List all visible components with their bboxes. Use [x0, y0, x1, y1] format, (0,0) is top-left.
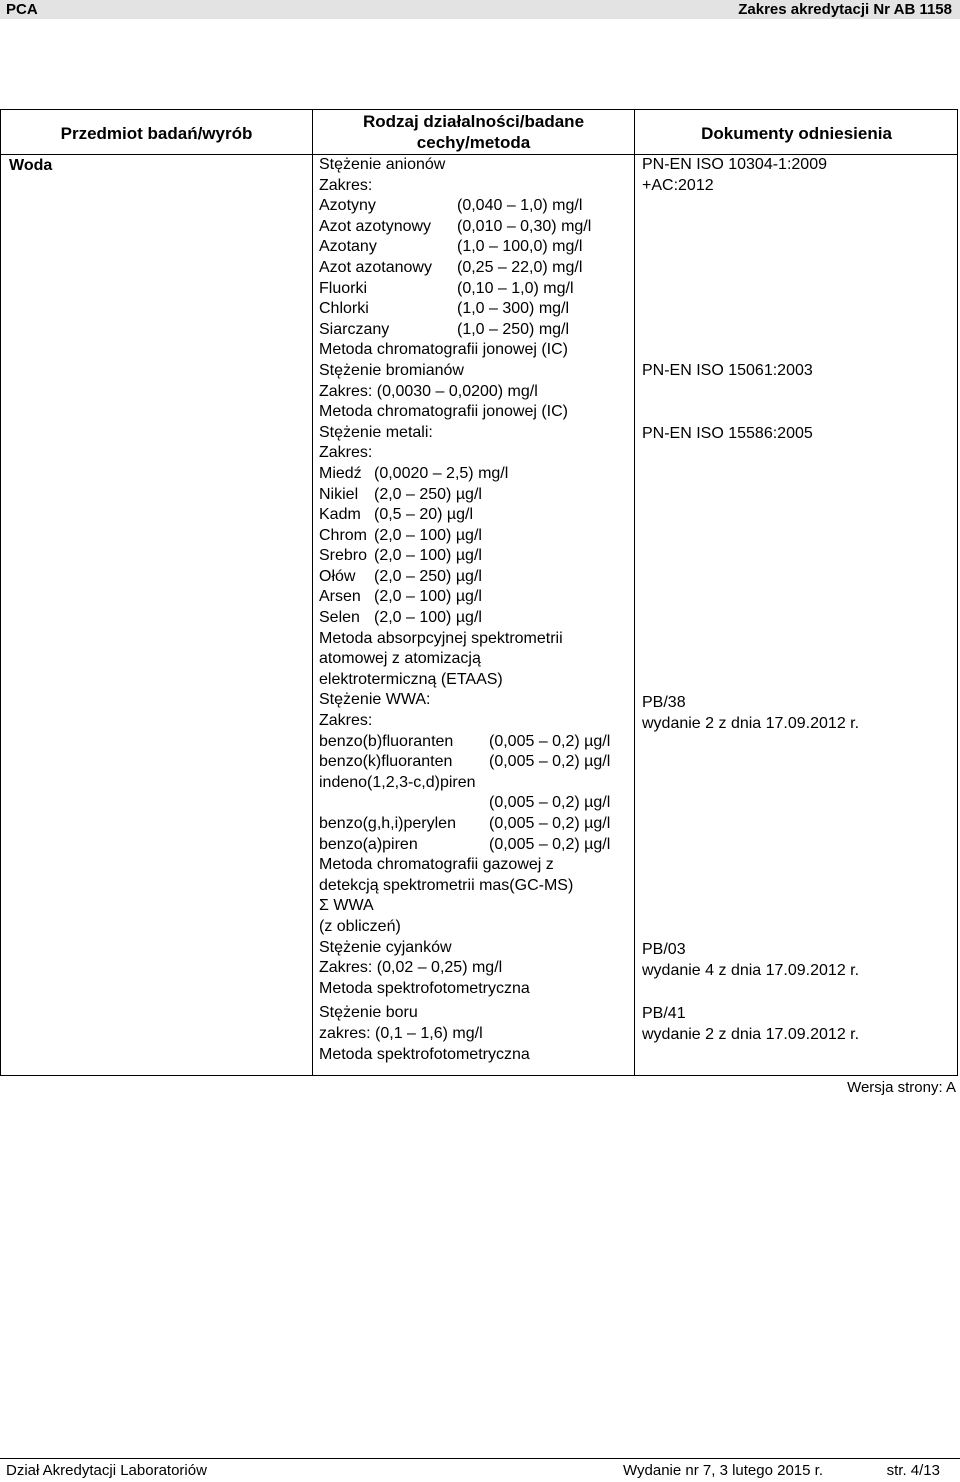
col1-header: Przedmiot badań/wyrób — [60, 124, 253, 143]
doc-boron — [642, 1004, 859, 1045]
col-divider-2 — [634, 110, 635, 1075]
metal-row — [319, 526, 631, 547]
pah-name: benzo(a)piren — [319, 835, 418, 853]
metal-row — [319, 464, 631, 485]
pah-row — [319, 793, 631, 814]
metal-name: Miedź — [319, 464, 362, 482]
metal-row — [319, 546, 631, 567]
metal-range: (0,0020 – 2,5) mg/l — [374, 464, 509, 482]
boron-line: Metoda spektrofotometryczna — [319, 1045, 530, 1063]
anion-name: Azot azotynowy — [319, 217, 432, 235]
anion-range: (0,25 – 22,0) mg/l — [457, 258, 583, 276]
boron-line: zakres: (0,1 – 1,6) mg/l — [319, 1024, 483, 1042]
pah-sum-line: (z obliczeń) — [319, 917, 401, 935]
doc-line: PB/03 — [642, 941, 686, 958]
doc-pah — [642, 693, 859, 734]
anion-range: (1,0 – 250) mg/l — [457, 320, 570, 338]
footer-left: Dział Akredytacji Laboratoriów — [6, 1462, 207, 1479]
cyanide-line: Stężenie cyjanków — [319, 938, 452, 956]
anion-name: Azotany — [319, 238, 377, 256]
doc-line: wydanie 4 z dnia 17.09.2012 r. — [642, 961, 860, 979]
pah-title: Stężenie WWA: — [319, 691, 431, 709]
anions-row — [319, 196, 631, 217]
anions-method: Metoda chromatografii jonowej (IC) — [319, 341, 568, 359]
footer-center: Wydanie nr 7, 3 lutego 2015 r. — [623, 1462, 823, 1479]
metal-name: Arsen — [319, 588, 361, 606]
pah-range: (0,005 – 0,2) µg/l — [489, 815, 611, 832]
doc-line: +AC:2012 — [642, 176, 714, 194]
metal-name: Chrom — [319, 526, 368, 544]
boron-line: Stężenie boru — [319, 1004, 418, 1022]
metals-zakres: Zakres: — [319, 444, 373, 462]
header-bar — [0, 0, 960, 19]
metals-method-line: Metoda absorpcyjnej spektrometrii — [319, 629, 563, 647]
col2-header-line2: cechy/metoda — [416, 133, 531, 152]
metals-title: Stężenie metali: — [319, 423, 433, 441]
anion-name: Fluorki — [319, 279, 368, 297]
metal-range: (2,0 – 100) µg/l — [374, 588, 482, 606]
col2-header-line1: Rodzaj działalności/badane — [362, 112, 585, 131]
anions-zakres: Zakres: — [319, 176, 373, 194]
anions-title: Stężenie anionów — [319, 156, 446, 173]
metal-name: Ołów — [319, 567, 356, 585]
metal-range: (2,0 – 100) µg/l — [374, 526, 482, 544]
doc-line: wydanie 2 z dnia 17.09.2012 r. — [642, 714, 860, 732]
pah-range: (0,005 – 0,2) µg/l — [489, 753, 611, 771]
anion-name: Azotyny — [319, 197, 376, 215]
cyanide-line: Zakres: (0,02 – 0,25) mg/l — [319, 959, 503, 977]
pah-name: benzo(b)fluoranten — [319, 732, 454, 750]
pah-row — [319, 814, 631, 835]
metal-range: (2,0 – 100) µg/l — [374, 609, 482, 627]
bromates-title: Stężenie bromianów — [319, 361, 464, 379]
methods-column — [319, 155, 631, 1065]
doc-line: PB/41 — [642, 1005, 686, 1022]
metal-row — [319, 485, 631, 506]
anion-range: (1,0 – 300) mg/l — [457, 300, 570, 318]
pah-sum-line: Σ WWA — [319, 897, 374, 915]
anions-row — [319, 299, 631, 320]
doc-cyanide — [642, 940, 859, 981]
metals-method-line: elektrotermiczną (ETAAS) — [319, 670, 503, 688]
pah-row — [319, 732, 631, 753]
footer-divider — [0, 1458, 960, 1459]
anion-range: (1,0 – 100,0) mg/l — [457, 238, 583, 256]
anions-row — [319, 258, 631, 279]
subject-cell: Woda — [9, 157, 53, 174]
col2-header — [313, 111, 634, 153]
anions-row — [319, 320, 631, 341]
metal-range: (2,0 – 250) µg/l — [374, 485, 482, 503]
metal-row — [319, 587, 631, 608]
metals-method-line: atomowej z atomizacją — [319, 650, 481, 668]
metal-name: Srebro — [319, 547, 368, 565]
anion-name: Chlorki — [319, 300, 369, 318]
header-left: PCA — [6, 1, 38, 18]
anions-row — [319, 237, 631, 258]
cyanide-line: Metoda spektrofotometryczna — [319, 979, 530, 997]
pah-range: (0,005 – 0,2) µg/l — [489, 835, 611, 853]
anion-range: (0,10 – 1,0) mg/l — [457, 279, 574, 297]
pah-row — [319, 835, 631, 856]
pah-name: benzo(g,h,i)perylen — [319, 815, 456, 832]
anions-row — [319, 279, 631, 300]
metal-row — [319, 505, 631, 526]
bromates-zakres: Zakres: (0,0030 – 0,0200) mg/l — [319, 382, 538, 400]
pah-name: indeno(1,2,3-c,d)piren — [319, 773, 476, 791]
doc-line: PB/38 — [642, 694, 686, 711]
col3-header: Dokumenty odniesienia — [701, 124, 892, 143]
pah-method-line: detekcją spektrometrii mas(GC-MS) — [319, 876, 574, 894]
anions-row — [319, 217, 631, 238]
metal-range: (2,0 – 250) µg/l — [374, 567, 482, 585]
footer-page: str. 4/13 — [886, 1462, 940, 1479]
pah-range: (0,005 – 0,2) µg/l — [489, 794, 611, 812]
pah-name: benzo(k)fluoranten — [319, 753, 453, 771]
doc-metals: PN-EN ISO 15586:2005 — [642, 425, 813, 442]
anion-range: (0,040 – 1,0) mg/l — [457, 197, 583, 215]
anion-name: Siarczany — [319, 320, 390, 338]
pah-row — [319, 752, 631, 773]
doc-line: PN-EN ISO 10304-1:2009 — [642, 156, 827, 173]
pah-range: (0,005 – 0,2) µg/l — [489, 732, 611, 750]
page-version: Wersja strony: A — [847, 1079, 956, 1096]
metal-range: (0,5 – 20) µg/l — [374, 506, 474, 524]
doc-bromates: PN-EN ISO 15061:2003 — [642, 362, 813, 379]
metal-row — [319, 567, 631, 588]
metal-row — [319, 608, 631, 629]
metal-name: Selen — [319, 609, 360, 627]
anion-name: Azot azotanowy — [319, 258, 432, 276]
col-divider-1 — [312, 110, 313, 1075]
pah-zakres: Zakres: — [319, 712, 373, 730]
header-right: Zakres akredytacji Nr AB 1158 — [738, 1, 952, 18]
metal-name: Nikiel — [319, 485, 359, 503]
anion-range: (0,010 – 0,30) mg/l — [457, 217, 592, 235]
accreditation-table — [0, 109, 958, 1076]
metal-range: (2,0 – 100) µg/l — [374, 547, 482, 565]
bromates-method: Metoda chromatografii jonowej (IC) — [319, 403, 568, 421]
doc-anions — [642, 155, 827, 196]
doc-line: wydanie 2 z dnia 17.09.2012 r. — [642, 1025, 860, 1043]
pah-method-line: Metoda chromatografii gazowej z — [319, 856, 554, 874]
metal-name: Kadm — [319, 506, 361, 524]
